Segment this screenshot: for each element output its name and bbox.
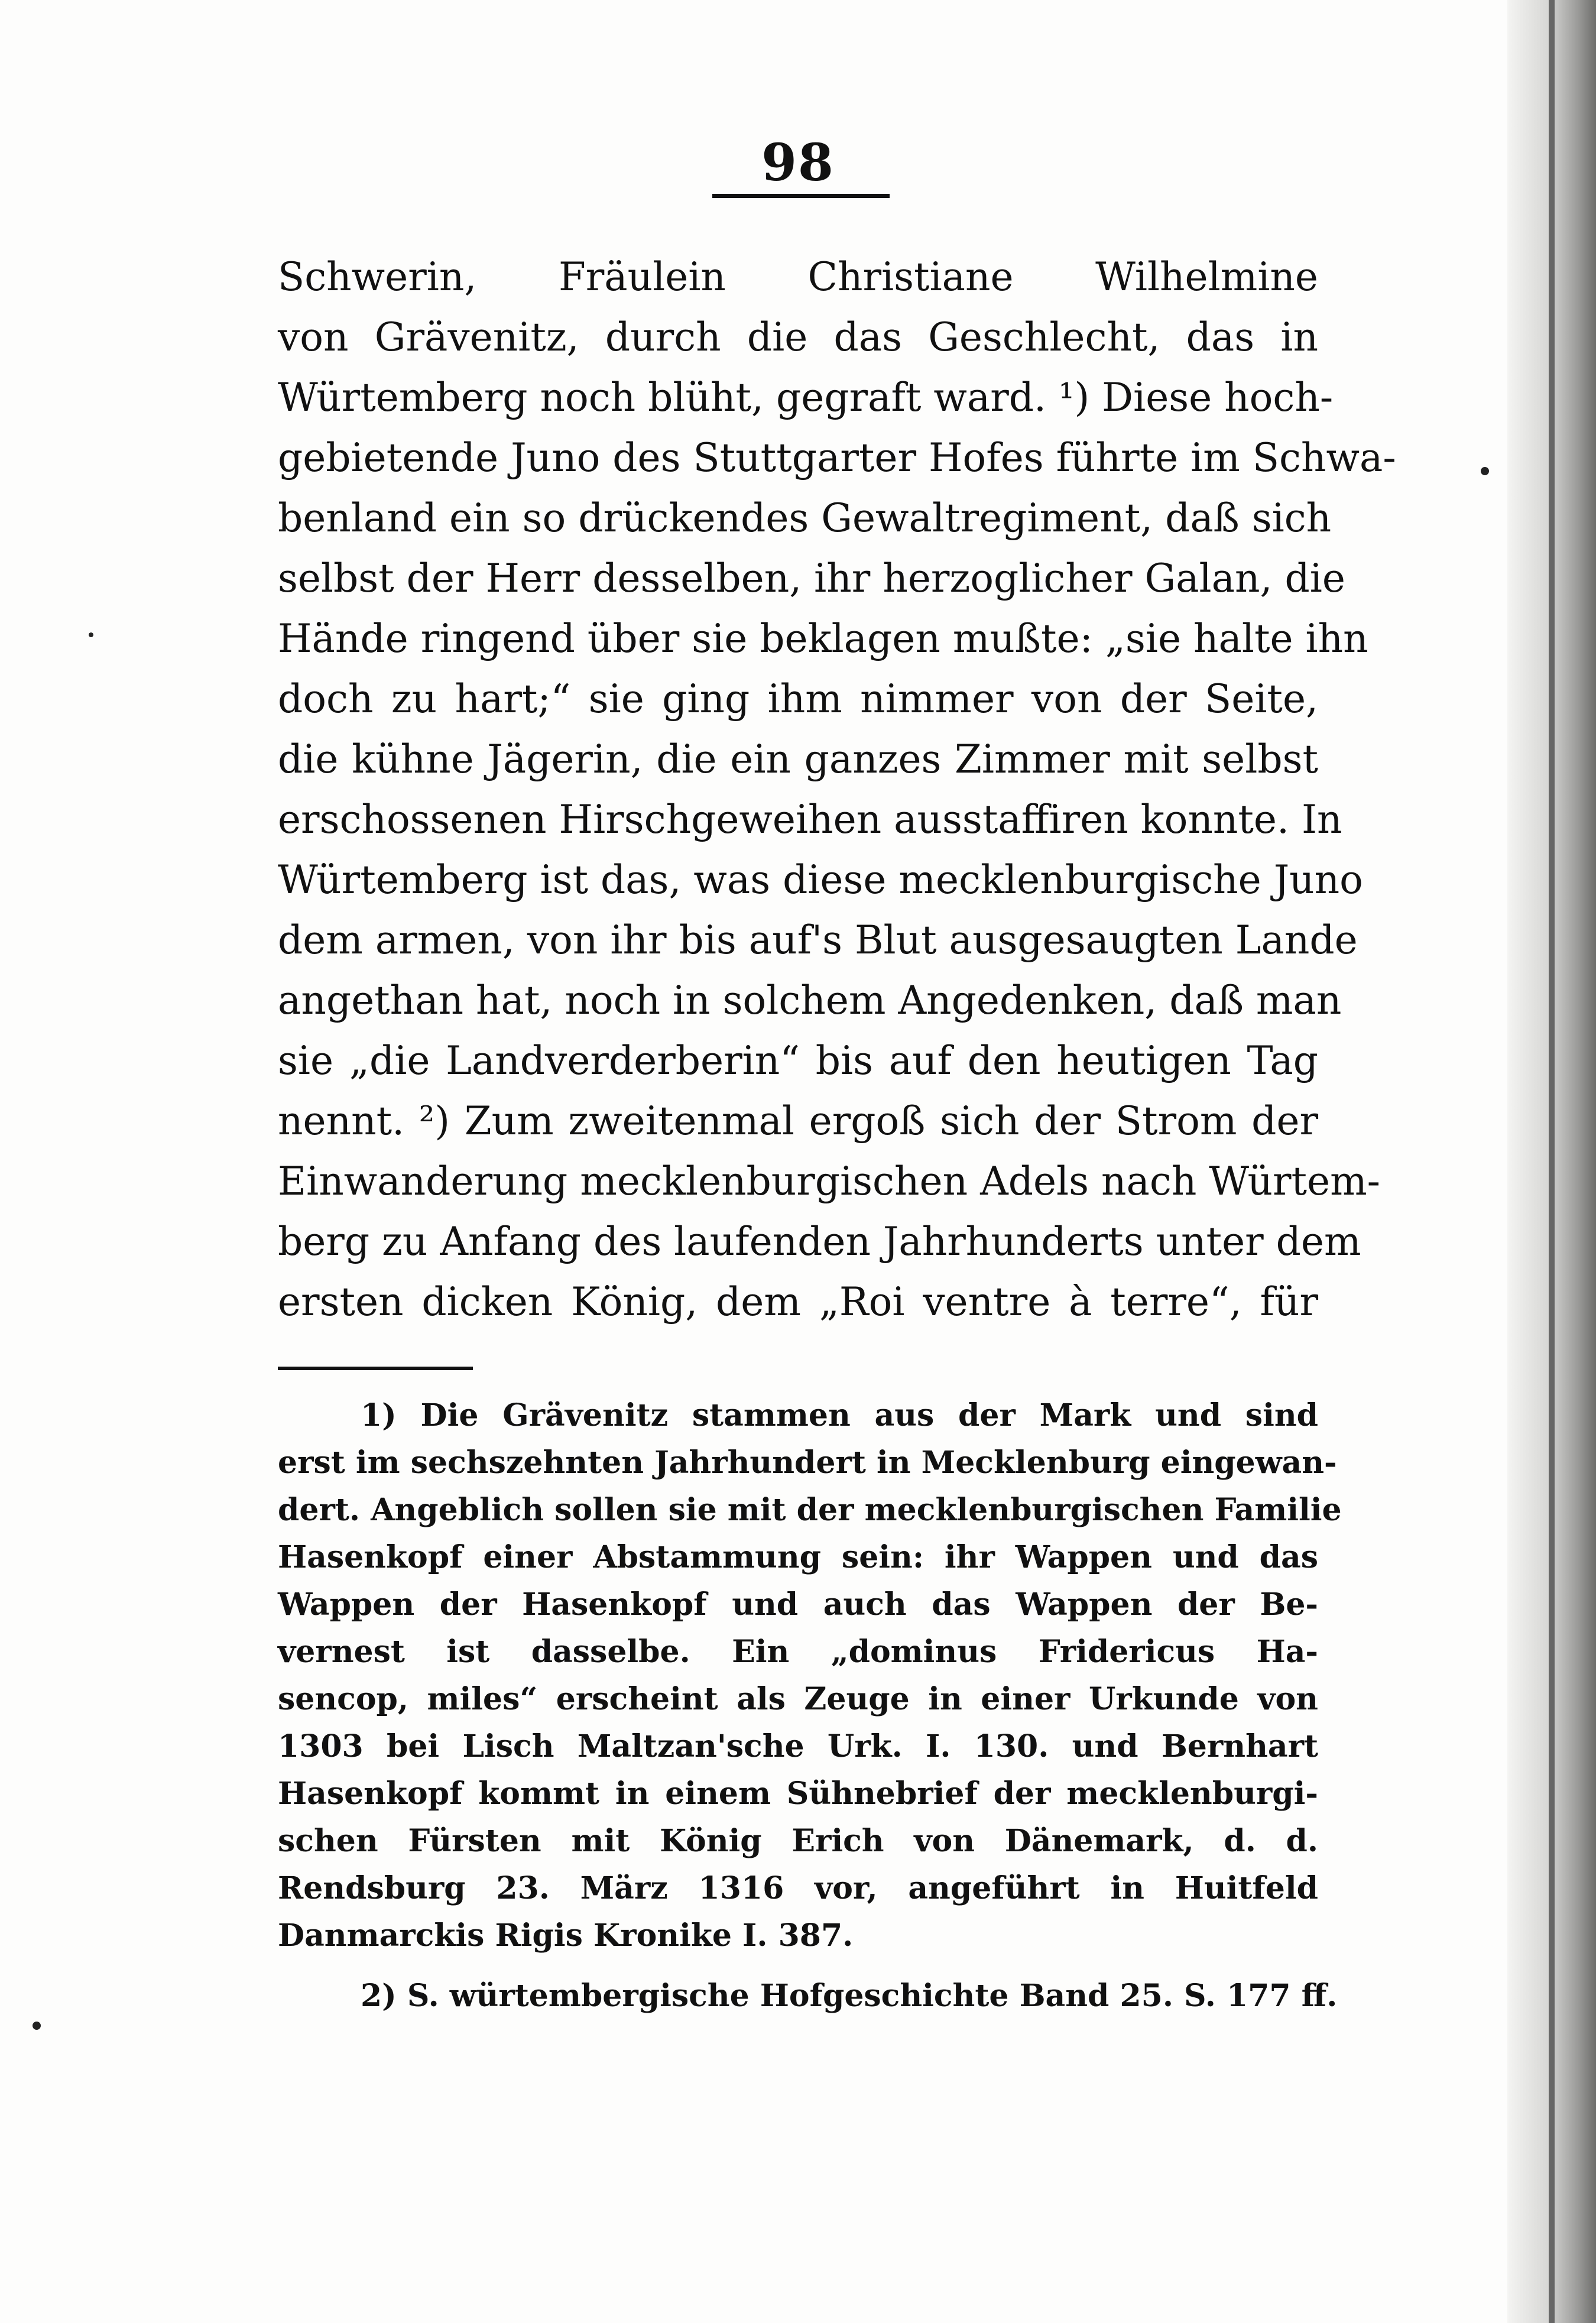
header-rule — [712, 194, 890, 198]
footnote-1-line: vernest ist dasselbe. Ein „dominus Fridericus Ha- — [278, 1634, 1318, 1670]
text-line: Würtemberg ist das, was diese mecklenburgische Juno — [278, 857, 1363, 903]
footnote-2-line: 2) S. würtembergische Hofgeschichte Band 25. S. 177 ff. — [361, 1978, 1338, 2014]
text-line: erschossenen Hirschgeweihen ausstaffiren konnte. In — [278, 797, 1342, 842]
text-line: die kühne Jägerin, die ein ganzes Zimmer mit selbst — [278, 737, 1318, 782]
footnote-1-line: 1303 bei Lisch Maltzan'sche Urk. I. 130. und Bernhart — [278, 1728, 1318, 1764]
page-binding-edge — [1549, 0, 1555, 2323]
text-line: ersten dicken König, dem „Roi ventre à terre“, für — [278, 1279, 1318, 1325]
footnote-1-line: sencop, miles“ erscheint als Zeuge in einer Urkunde von — [278, 1681, 1318, 1717]
footnote-1-line: 1) Die Grävenitz stammen aus der Mark und sind — [361, 1397, 1318, 1433]
main-text — [278, 247, 1396, 1332]
footnote-1-line: Hasenkopf einer Abstammung sein: ihr Wappen und das — [278, 1539, 1318, 1575]
ink-speck — [89, 632, 93, 637]
text-line: sie „die Landverderberin“ bis auf den heutigen Tag — [278, 1038, 1318, 1083]
footnote-1-line: erst im sechszehnten Jahrhundert in Mecklenburg eingewan- — [278, 1445, 1337, 1481]
text-line: von Grävenitz, durch die das Geschlecht, das in — [278, 314, 1318, 360]
text-line: benland ein so drückendes Gewaltregiment, daß sich — [278, 495, 1332, 541]
page-number: 98 — [761, 133, 835, 193]
footnote-1-line: Wappen der Hasenkopf und auch das Wappen der Be- — [278, 1586, 1318, 1623]
text-line: berg zu Anfang des laufenden Jahrhunderts unter dem — [278, 1219, 1361, 1264]
text-line: Schwerin, Fräulein Christiane Wilhelmine — [278, 254, 1318, 300]
text-line: nennt. ²) Zum zweitenmal ergoß sich der Strom der — [278, 1098, 1318, 1144]
footnote-1-line: schen Fürsten mit König Erich von Dänemark, d. d. — [278, 1823, 1318, 1859]
text-line: dem armen, von ihr bis auf's Blut ausgesaugten Lande — [278, 917, 1358, 963]
footnote-1-line: Rendsburg 23. März 1316 vor, angeführt in Huitfeld — [278, 1870, 1318, 1906]
text-line: Einwanderung mecklenburgischen Adels nach Würtem- — [278, 1159, 1380, 1204]
text-line: Würtemberg noch blüht, gegraft ward. ¹) Diese hoch- — [278, 375, 1334, 420]
ink-speck — [33, 2022, 41, 2030]
ink-speck — [1481, 467, 1489, 475]
footnote-1-line: Danmarckis Rigis Kronike I. 387. — [278, 1918, 854, 1954]
text-line: doch zu hart;“ sie ging ihm nimmer von der Seite, — [278, 676, 1318, 722]
footnote-rule — [278, 1367, 473, 1370]
text-line: Hände ringend über sie beklagen mußte: „sie halte ihn — [278, 616, 1368, 661]
footnote-1-line: Hasenkopf kommt in einem Sühnebrief der mecklenburgi- — [278, 1776, 1318, 1812]
text-line: selbst der Herr desselben, ihr herzoglicher Galan, die — [278, 556, 1345, 601]
footnotes — [278, 1392, 1342, 2020]
footnote-1-line: dert. Angeblich sollen sie mit der mecklenburgischen Familie — [278, 1492, 1342, 1528]
text-line: angethan hat, noch in solchem Angedenken, daß man — [278, 978, 1342, 1023]
text-line: gebietende Juno des Stuttgarter Hofes führte im Schwa- — [278, 435, 1396, 481]
